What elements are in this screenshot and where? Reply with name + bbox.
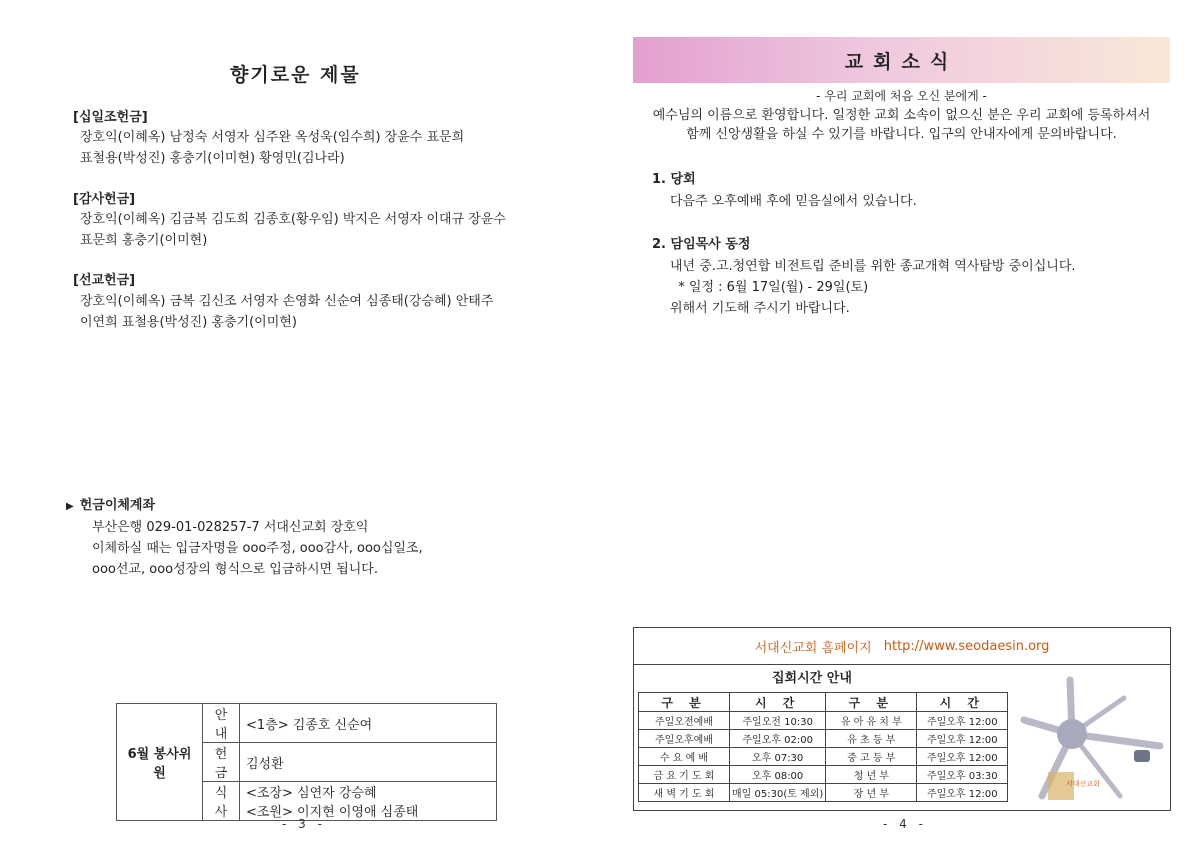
tithe-line-2: 표철용(박성진) 홍충기(이미현) 황영민(김나라) [80, 151, 345, 166]
homepage-bar [634, 628, 1170, 665]
duty-cat-guide: 안내 [203, 704, 240, 743]
schedule-header: 구 분 [826, 693, 917, 712]
thanks-heading: [감사헌금] [73, 192, 136, 207]
schedule-cell: 청 년 부 [826, 766, 917, 784]
schedule-cell: 장 년 부 [826, 784, 917, 802]
schedule-cell: 주일오전 10:30 [730, 712, 826, 730]
rotary-shape [1057, 719, 1087, 749]
page-title: 향기로운 제물 [230, 64, 361, 86]
schedule-row [639, 784, 1008, 802]
schedule-cell: 주일오후 12:00 [917, 784, 1008, 802]
mission-line-2: 이연희 표철용(박성진) 홍충기(이미현) [80, 315, 297, 330]
triangle-bullet-icon: ▶ [66, 501, 74, 512]
thanks-line-1: 장호익(이혜옥) 김금복 김도희 김종호(황우임) 박지은 서영자 이대규 장윤수 [80, 212, 506, 227]
schedule-row [639, 748, 1008, 766]
thanks-line-2: 표문희 홍충기(이미현) [80, 233, 208, 248]
tithe-heading: [십일조헌금] [73, 110, 148, 125]
schedule-cell: 오후 08:00 [730, 766, 826, 784]
duty-label: 6월 봉사위원 [117, 704, 203, 821]
mission-line-1: 장호익(이혜옥) 금복 김신조 서영자 손영화 신순여 심종태(강승혜) 안태주 [80, 294, 494, 309]
schedule-header: 시 간 [917, 693, 1008, 712]
item-1-line-1: 다음주 오후예배 후에 믿음실에서 있습니다. [670, 194, 917, 209]
schedule-cell: 금 요 기 도 회 [639, 766, 730, 784]
account-heading: ▶ 헌금이체계좌 [66, 498, 156, 513]
meeting-title: 집회시간 안내 [772, 671, 852, 686]
schedule-cell: 수 요 예 배 [639, 748, 730, 766]
schedule-table [638, 692, 1008, 802]
car-shape [1134, 750, 1150, 762]
welcome-heading: - 우리 교회에 처음 오신 분에게 - [816, 89, 987, 103]
duty-meal-line-1: <조장> 심연자 강승혜 [246, 786, 377, 801]
page-number-right: - 4 - [883, 817, 927, 831]
item-2-line-3: 위해서 기도해 주시기 바랍니다. [670, 301, 850, 316]
schedule-cell: 매일 05:30(토 제외) [730, 784, 826, 802]
schedule-header: 시 간 [730, 693, 826, 712]
location-map [1014, 676, 1164, 804]
news-banner: 교회소식 [633, 37, 1170, 83]
welcome-line-1: 예수님의 이름으로 환영합니다. 일정한 교회 소속이 없으신 분은 우리 교회에 등록하셔서 [652, 108, 1151, 123]
duty-val-offering: 김성환 [240, 743, 497, 782]
schedule-row [639, 730, 1008, 748]
welcome-line-2: 함께 신앙생활을 하실 수 있기를 바랍니다. 입구의 안내자에게 문의바랍니다. [686, 127, 1117, 142]
item-1-heading: 1. 당회 [652, 172, 696, 187]
schedule-row [639, 712, 1008, 730]
item-2-line-2: * 일정 : 6월 17일(월) - 29일(토) [670, 280, 869, 295]
map-roads [1024, 680, 1160, 796]
map-church-label: 서대신교회 [1066, 780, 1100, 788]
schedule-cell: 오후 07:30 [730, 748, 826, 766]
item-2-heading: 2. 담임목사 동정 [652, 237, 751, 252]
schedule-cell: 주일오후예배 [639, 730, 730, 748]
homepage-label: 서대신교회 홈페이지 [754, 640, 872, 656]
duty-meal-line-2: <조원> 이지현 이영애 심종태 [246, 805, 419, 820]
schedule-cell: 주일오후 03:30 [917, 766, 1008, 784]
schedule-cell: 유 아 유 치 부 [826, 712, 917, 730]
duty-cat-offering: 헌금 [203, 743, 240, 782]
schedule-cell: 주일오후 12:00 [917, 712, 1008, 730]
duty-val-meal [240, 782, 497, 821]
account-line-3: ooo선교, ooo성장의 형식으로 입금하시면 됩니다. [92, 562, 379, 577]
schedule-cell: 주일오후 12:00 [917, 748, 1008, 766]
account-line-1: 부산은행 029-01-028257-7 서대신교회 장호익 [92, 520, 369, 535]
schedule-cell: 새 벽 기 도 회 [639, 784, 730, 802]
duty-cat-meal: 식사 [203, 782, 240, 821]
info-box [633, 627, 1171, 811]
duty-val-guide: <1층> 김종호 신순여 [240, 704, 497, 743]
schedule-header: 구 분 [639, 693, 730, 712]
mission-heading: [선교헌금] [73, 273, 136, 288]
schedule-cell: 유 초 등 부 [826, 730, 917, 748]
schedule-cell: 주일오전예배 [639, 712, 730, 730]
tithe-line-1: 장호익(이혜옥) 남정숙 서영자 심주완 옥성욱(임수희) 장윤수 표문희 [80, 130, 465, 145]
page-number-left: - 3 - [282, 817, 326, 831]
item-2-line-1: 내년 중.고.청연합 비전트립 준비를 위한 종교개혁 역사탐방 중이십니다. [670, 259, 1076, 274]
duty-table [116, 703, 497, 821]
schedule-cell: 중 고 등 부 [826, 748, 917, 766]
account-line-2: 이체하실 때는 입금자명을 ooo주정, ooo감사, ooo십일조, [92, 541, 423, 556]
homepage-link[interactable]: http://www.seodaesin.org [883, 638, 1050, 654]
schedule-cell: 주일오후 02:00 [730, 730, 826, 748]
schedule-row [639, 766, 1008, 784]
schedule-cell: 주일오후 12:00 [917, 730, 1008, 748]
